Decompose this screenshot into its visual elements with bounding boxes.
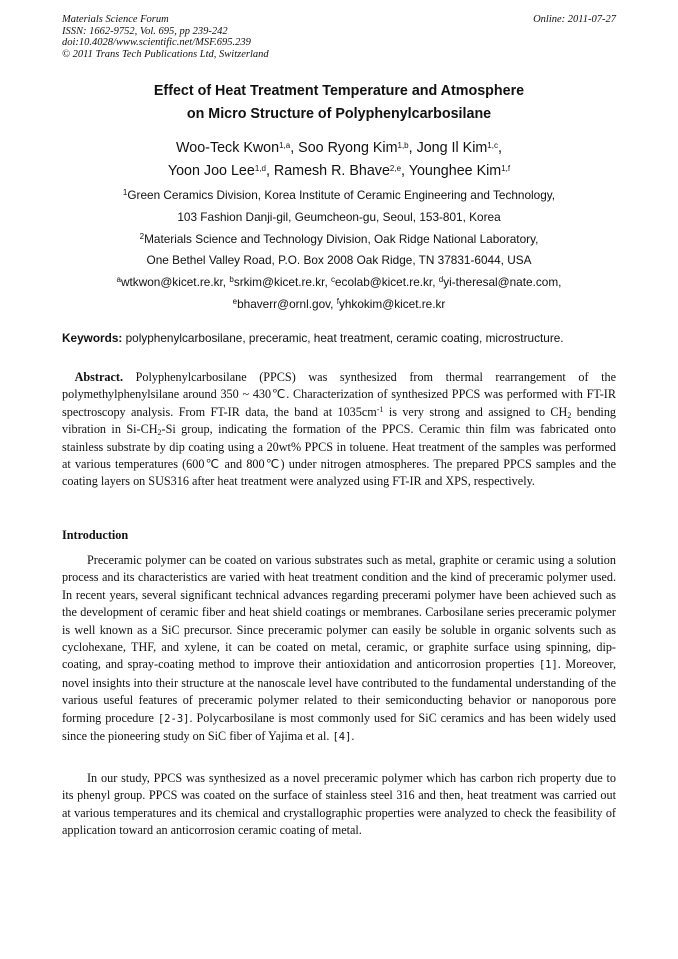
author-aff: 1,b xyxy=(397,141,409,150)
author-name: Soo Ryong Kim xyxy=(298,140,398,156)
paragraph-text: . xyxy=(351,729,355,744)
aff-text: Green Ceramics Division, Korea Institute of Ceramic Engineering and Technology, xyxy=(127,188,556,202)
email-key: f xyxy=(336,296,339,306)
online-date: Online: 2011-07-27 xyxy=(533,14,616,25)
keywords-label: Keywords: xyxy=(62,331,123,345)
author-name: Jong Il Kim xyxy=(416,140,488,156)
citation[interactable]: [4] xyxy=(332,731,352,744)
abstract-text: -Si group, indicating the formation of the PPCS. Ceramic thin film was fabricated onto stainless substrate by dip coating using a 20wt% PPCS in toluene. Heat treatment of the samples was performed at various temperatures (600℃ and 800℃) under nitrogen atmospheres. The prepared PPCS samples and the coating layers on SUS316 after heat treatment were analyzed using FT-IR and XPS, respectively. xyxy=(62,422,616,489)
citation[interactable]: [2-3] xyxy=(157,712,190,725)
emails-line-2: $^e$bhaverr@ornl.gov, $^f$yhkokim@kicet.re.kr xyxy=(232,296,446,311)
author-aff: 1,a xyxy=(279,141,291,150)
abstract-label: Abstract. xyxy=(74,370,123,384)
aff-text: Materials Science and Technology Division, Oak Ridge National Laboratory, xyxy=(144,231,539,246)
paragraph-text: . Moreover, novel insights into their structure at the nanoscale level have contributed to the fundamental understanding of the various useful features of preceramic polymer related to their semiconducting behavior or nanoporous pore forming procedure xyxy=(62,657,616,725)
abstract xyxy=(62,369,616,491)
keywords-text: polyphenylcarbosilane, preceramic, heat treatment, ceramic coating, microstructure. xyxy=(125,331,564,345)
author-aff: 2,e xyxy=(389,164,402,173)
author-name: Younghee Kim xyxy=(408,163,502,179)
abstract-sup: -1 xyxy=(376,404,384,414)
affiliation-1-address: 103 Fashion Danji-gil, Geumcheon-gu, Seoul, 153-801, Korea xyxy=(177,209,501,224)
email-key: a xyxy=(116,275,121,285)
issn: ISSN: 1662-9752, Vol. 695, pp 239-242 xyxy=(62,25,228,37)
copyright: © 2011 Trans Tech Publications Ltd, Switzerland xyxy=(62,48,269,60)
abstract-text: Polyphenylcarbosilane (PPCS) was synthesized from thermal rearrangement of the polymethylphenylsilane around 350 ~ 430℃. Characterization of synthesized PPCS was performed with FT-IR spectroscopy analysis. From FT-IR data, the band at 1035cm xyxy=(62,370,617,419)
author-name: Woo-Teck Kwon xyxy=(176,140,280,156)
authors-line-2: Yoon Joo Lee$^{1,d}$, Ramesh R. Bhave$^{2,e}$, Younghee Kim$^{1,f}$ xyxy=(167,163,511,179)
email-link[interactable]: bhaverr@ornl.gov xyxy=(237,296,331,311)
paragraph-text: Preceramic polymer can be coated on various substrates such as metal, graphite or ceramic using a solution process and its characteristics are varied with heat treatment condition and the kind of preceramic polymer used. In recent years, several significant technical advances regarding precerami polymer have been achieved such as the development of ceramic fiber and heat shield coatings or membranes. Carbosilane series preceramic polymer is well known as a SiC precursor. Since preceramic polymer can easily be soluble in organic solvents such as cyclohexane, THF, and xylene, it can be coated on metal, ceramic, or graphite surface using spinning, dip-coating, and spray-coating method to improve their antioxidation and anticorrosion properties xyxy=(62,553,616,672)
email-key: c xyxy=(331,275,335,285)
email-key: d xyxy=(438,275,444,285)
aff-number: 1 xyxy=(122,188,128,197)
author-list xyxy=(62,137,616,183)
affiliations xyxy=(62,185,616,316)
paper-title xyxy=(62,80,616,126)
abstract-sub: 2 xyxy=(567,410,572,420)
email-link[interactable]: ecolab@kicet.re.kr xyxy=(335,275,433,290)
email-key: e xyxy=(232,296,238,306)
author-aff: 1,f xyxy=(501,164,511,173)
author-name: Ramesh R. Bhave xyxy=(273,163,390,179)
citation[interactable]: [1] xyxy=(538,659,558,672)
email-link[interactable]: wtkwon@kicet.re.kr xyxy=(121,275,223,290)
journal-name: Materials Science Forum xyxy=(62,14,169,25)
aff-number: 2 xyxy=(139,231,145,241)
email-key: b xyxy=(229,275,234,285)
journal-header xyxy=(62,14,616,60)
introduction-paragraph-2: In our study, PPCS was synthesized as a novel preceramic polymer which has carbon rich property due to its phenyl group. PPCS was coated on the surface of stainless steel 316 and then, heat treatment was carried out at various temperatures and its chemical and crystallographic properties were analyzed to check the feasibility of application toward an anticorrosion ceramic coating of metal. xyxy=(62,771,616,838)
introduction-paragraph-1 xyxy=(62,552,616,746)
emails-line-1: $^a$wtkwon@kicet.re.kr, $^b$srkim@kicet.re.kr, $^c$ecolab@kicet.re.kr, $^d$yi-theresal@nate.com, xyxy=(116,275,562,290)
author-aff: 1,c xyxy=(487,141,498,150)
doi: doi:10.4028/www.scientific.net/MSF.695.239 xyxy=(62,37,251,48)
keywords xyxy=(62,330,616,346)
abstract-sub: 2 xyxy=(157,428,162,438)
affiliation-2 xyxy=(62,229,616,251)
author-aff: 1,d xyxy=(254,164,266,173)
author-name: Yoon Joo Lee xyxy=(167,163,255,179)
paragraph-text: . Polycarbosilane is most commonly used for SiC ceramics and has been widely used since the pioneering study on SiC fiber of Yajima et al. xyxy=(62,710,616,744)
title-line-1: Effect of Heat Treatment Temperature and Atmosphere xyxy=(153,83,525,99)
abstract-text: is very strong and assigned to CH xyxy=(383,404,568,419)
email-link[interactable]: srkim@kicet.re.kr xyxy=(233,275,325,290)
introduction-heading: Introduction xyxy=(62,528,129,542)
email-link[interactable]: yhkokim@kicet.re.kr xyxy=(338,296,446,311)
title-line-2: on Micro Structure of Polyphenylcarbosilane xyxy=(186,106,492,122)
affiliation-2-address: One Bethel Valley Road, P.O. Box 2008 Oak Ridge, TN 37831-6044, USA xyxy=(146,253,532,268)
email-link[interactable]: yi-theresal@nate.com xyxy=(443,275,559,290)
abstract-text: bending vibration in Si-CH xyxy=(62,404,617,437)
affiliation-1 xyxy=(62,185,616,207)
authors-line-1: Woo-Teck Kwon$^{1,a}$, Soo Ryong Kim$^{1,b}$, Jong Il Kim$^{1,c}$, xyxy=(176,140,502,156)
